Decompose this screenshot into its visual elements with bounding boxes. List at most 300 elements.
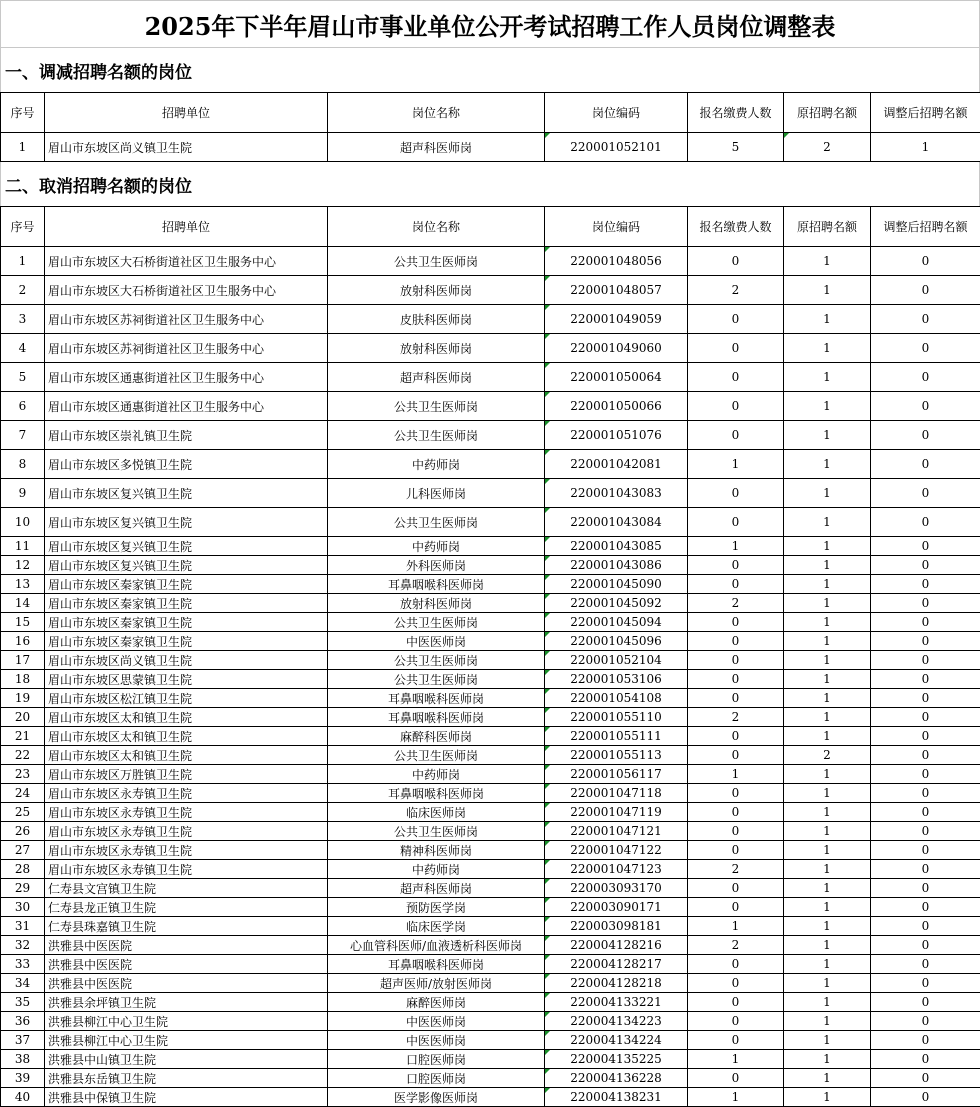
cell-adjusted-quota: 0 (871, 879, 980, 898)
cell-post: 中医医师岗 (328, 1031, 545, 1050)
section-cancelled-heading: 二、取消招聘名额的岗位 (0, 162, 980, 206)
cell-index: 26 (1, 822, 45, 841)
cell-post: 中药师岗 (328, 450, 545, 479)
cell-index: 1 (1, 133, 45, 162)
cell-applicants: 0 (688, 727, 784, 746)
cell-post: 中药师岗 (328, 537, 545, 556)
cell-applicants: 0 (688, 556, 784, 575)
cell-unit: 眉山市东坡区通惠街道社区卫生服务中心 (45, 392, 328, 421)
cell-code: 220001055110 (545, 708, 688, 727)
cell-index: 7 (1, 421, 45, 450)
table-row (1, 363, 980, 392)
cell-code: 220001055113 (545, 746, 688, 765)
cell-unit: 眉山市东坡区太和镇卫生院 (45, 727, 328, 746)
cell-adjusted-quota: 0 (871, 632, 980, 651)
cell-applicants: 2 (688, 708, 784, 727)
table-row (1, 860, 980, 879)
cell-adjusted-quota: 0 (871, 247, 980, 276)
cell-post: 公共卫生医师岗 (328, 651, 545, 670)
cell-post: 麻醉科医师岗 (328, 727, 545, 746)
cell-code: 220001045090 (545, 575, 688, 594)
cell-original-quota: 1 (784, 556, 871, 575)
cell-adjusted-quota: 0 (871, 1069, 980, 1088)
cell-original-quota: 1 (784, 727, 871, 746)
cell-adjusted-quota: 0 (871, 575, 980, 594)
cell-code: 220001056117 (545, 765, 688, 784)
cell-original-quota: 1 (784, 708, 871, 727)
cell-adjusted-quota: 0 (871, 746, 980, 765)
cell-unit: 洪雅县中山镇卫生院 (45, 1050, 328, 1069)
cell-post: 耳鼻咽喉科医师岗 (328, 575, 545, 594)
cell-applicants: 0 (688, 993, 784, 1012)
cell-post: 耳鼻咽喉科医师岗 (328, 708, 545, 727)
cell-original-quota: 1 (784, 421, 871, 450)
table-row (1, 537, 980, 556)
cell-code: 220001048056 (545, 247, 688, 276)
table-row (1, 879, 980, 898)
cell-original-quota: 1 (784, 955, 871, 974)
cell-adjusted-quota: 0 (871, 765, 980, 784)
cell-post: 临床医师岗 (328, 803, 545, 822)
cell-unit: 眉山市东坡区太和镇卫生院 (45, 746, 328, 765)
cell-post: 精神科医师岗 (328, 841, 545, 860)
cell-adjusted-quota: 0 (871, 784, 980, 803)
cell-index: 8 (1, 450, 45, 479)
cell-unit: 眉山市东坡区崇礼镇卫生院 (45, 421, 328, 450)
cell-original-quota: 1 (784, 879, 871, 898)
cell-unit: 眉山市东坡区复兴镇卫生院 (45, 508, 328, 537)
cell-adjusted-quota: 0 (871, 479, 980, 508)
table-header-row (1, 93, 980, 133)
cell-index: 31 (1, 917, 45, 936)
cell-original-quota: 1 (784, 689, 871, 708)
cell-applicants: 1 (688, 1050, 784, 1069)
table-row (1, 746, 980, 765)
cell-adjusted-quota: 0 (871, 537, 980, 556)
cell-original-quota: 1 (784, 1069, 871, 1088)
cell-original-quota: 1 (784, 363, 871, 392)
table-row (1, 708, 980, 727)
table-row (1, 841, 980, 860)
table-row (1, 1069, 980, 1088)
cell-applicants: 0 (688, 651, 784, 670)
cell-unit: 洪雅县中医医院 (45, 955, 328, 974)
cell-post: 耳鼻咽喉科医师岗 (328, 784, 545, 803)
cell-index: 22 (1, 746, 45, 765)
cell-adjusted-quota: 0 (871, 392, 980, 421)
cell-applicants: 0 (688, 670, 784, 689)
cell-original-quota: 1 (784, 898, 871, 917)
cell-original-quota: 1 (784, 1031, 871, 1050)
table-row (1, 508, 980, 537)
cell-applicants: 0 (688, 746, 784, 765)
cell-original-quota: 1 (784, 841, 871, 860)
col-header-post: 岗位名称 (328, 207, 545, 247)
cell-unit: 眉山市东坡区通惠街道社区卫生服务中心 (45, 363, 328, 392)
col-header-applicants: 报名缴费人数 (688, 93, 784, 133)
cell-original-quota: 1 (784, 670, 871, 689)
cell-index: 35 (1, 993, 45, 1012)
cell-code: 220003093170 (545, 879, 688, 898)
cell-code: 220001052101 (545, 133, 688, 162)
cell-code: 220001043085 (545, 537, 688, 556)
cell-applicants: 2 (688, 860, 784, 879)
cell-code: 220001042081 (545, 450, 688, 479)
col-header-unit: 招聘单位 (45, 93, 328, 133)
cell-applicants: 0 (688, 363, 784, 392)
cancelled-table (0, 206, 980, 1107)
cell-post: 公共卫生医师岗 (328, 508, 545, 537)
cell-index: 39 (1, 1069, 45, 1088)
cell-applicants: 0 (688, 1012, 784, 1031)
cell-original-quota: 1 (784, 537, 871, 556)
cell-applicants: 1 (688, 1088, 784, 1107)
cell-applicants: 0 (688, 479, 784, 508)
cell-post: 口腔医师岗 (328, 1069, 545, 1088)
cell-index: 40 (1, 1088, 45, 1107)
cell-index: 6 (1, 392, 45, 421)
cell-unit: 眉山市东坡区永寿镇卫生院 (45, 822, 328, 841)
cell-original-quota: 1 (784, 479, 871, 508)
cell-adjusted-quota: 0 (871, 860, 980, 879)
cell-post: 公共卫生医师岗 (328, 392, 545, 421)
cell-index: 1 (1, 247, 45, 276)
cell-post: 心血管科医师/血液透析科医师岗 (328, 936, 545, 955)
cell-original-quota: 1 (784, 276, 871, 305)
section-reduced-heading: 一、调减招聘名额的岗位 (0, 48, 980, 92)
cell-unit: 眉山市东坡区永寿镇卫生院 (45, 860, 328, 879)
table-row (1, 613, 980, 632)
cell-applicants: 1 (688, 765, 784, 784)
cell-adjusted-quota: 0 (871, 1031, 980, 1050)
table-row (1, 803, 980, 822)
cell-index: 25 (1, 803, 45, 822)
cell-applicants: 2 (688, 594, 784, 613)
cell-unit: 仁寿县龙正镇卫生院 (45, 898, 328, 917)
cell-original-quota: 1 (784, 594, 871, 613)
cell-original-quota: 1 (784, 860, 871, 879)
cell-index: 3 (1, 305, 45, 334)
table-row (1, 689, 980, 708)
cell-unit: 眉山市东坡区永寿镇卫生院 (45, 803, 328, 822)
cell-unit: 眉山市东坡区复兴镇卫生院 (45, 556, 328, 575)
cell-code: 220001045094 (545, 613, 688, 632)
cell-unit: 眉山市东坡区多悦镇卫生院 (45, 450, 328, 479)
cell-code: 220004133221 (545, 993, 688, 1012)
cell-original-quota: 1 (784, 917, 871, 936)
cell-code: 220003098181 (545, 917, 688, 936)
cell-original-quota: 1 (784, 784, 871, 803)
cell-index: 5 (1, 363, 45, 392)
cell-original-quota: 1 (784, 765, 871, 784)
cell-adjusted-quota: 0 (871, 955, 980, 974)
cell-code: 220003090171 (545, 898, 688, 917)
cell-code: 220001045096 (545, 632, 688, 651)
cell-applicants: 0 (688, 974, 784, 993)
cell-unit: 眉山市东坡区苏祠街道社区卫生服务中心 (45, 334, 328, 363)
table-row (1, 392, 980, 421)
table-row (1, 247, 980, 276)
cell-index: 10 (1, 508, 45, 537)
cell-adjusted-quota: 0 (871, 727, 980, 746)
cell-index: 17 (1, 651, 45, 670)
cell-index: 18 (1, 670, 45, 689)
table-row (1, 1031, 980, 1050)
cell-post: 公共卫生医师岗 (328, 613, 545, 632)
cell-unit: 洪雅县中保镇卫生院 (45, 1088, 328, 1107)
table-row (1, 305, 980, 334)
cell-code: 220004134224 (545, 1031, 688, 1050)
cell-index: 20 (1, 708, 45, 727)
cell-applicants: 0 (688, 1069, 784, 1088)
cell-adjusted-quota: 0 (871, 1050, 980, 1069)
cell-unit: 洪雅县东岳镇卫生院 (45, 1069, 328, 1088)
cell-code: 220001053106 (545, 670, 688, 689)
table-row (1, 765, 980, 784)
cell-applicants: 0 (688, 841, 784, 860)
cell-post: 中医医师岗 (328, 632, 545, 651)
table-row (1, 784, 980, 803)
table-row (1, 1088, 980, 1107)
cell-code: 220001043084 (545, 508, 688, 537)
cell-unit: 眉山市东坡区秦家镇卫生院 (45, 632, 328, 651)
col-header-original-quota: 原招聘名额 (784, 207, 871, 247)
cell-unit: 眉山市东坡区万胜镇卫生院 (45, 765, 328, 784)
cell-adjusted-quota: 0 (871, 305, 980, 334)
cell-code: 220004128218 (545, 974, 688, 993)
cell-adjusted-quota: 0 (871, 421, 980, 450)
cell-index: 13 (1, 575, 45, 594)
cell-original-quota: 2 (784, 746, 871, 765)
cell-unit: 仁寿县珠嘉镇卫生院 (45, 917, 328, 936)
cell-unit: 眉山市东坡区太和镇卫生院 (45, 708, 328, 727)
cell-adjusted-quota: 0 (871, 334, 980, 363)
cell-original-quota: 1 (784, 450, 871, 479)
cell-index: 30 (1, 898, 45, 917)
cell-original-quota: 1 (784, 822, 871, 841)
cell-post: 耳鼻咽喉科医师岗 (328, 955, 545, 974)
cell-code: 220004136228 (545, 1069, 688, 1088)
table-row (1, 651, 980, 670)
table-row (1, 133, 980, 162)
cell-original-quota: 1 (784, 392, 871, 421)
cell-post: 外科医师岗 (328, 556, 545, 575)
cell-original-quota: 1 (784, 334, 871, 363)
cell-unit: 眉山市东坡区尚义镇卫生院 (45, 133, 328, 162)
cell-code: 220004128216 (545, 936, 688, 955)
cell-post: 口腔医师岗 (328, 1050, 545, 1069)
cell-post: 中药师岗 (328, 860, 545, 879)
col-header-code: 岗位编码 (545, 93, 688, 133)
cell-post: 公共卫生医师岗 (328, 421, 545, 450)
cell-adjusted-quota: 0 (871, 689, 980, 708)
cell-original-quota: 1 (784, 1012, 871, 1031)
cell-index: 2 (1, 276, 45, 305)
cell-post: 超声科医师岗 (328, 879, 545, 898)
cell-applicants: 0 (688, 822, 784, 841)
table-row (1, 1012, 980, 1031)
cell-adjusted-quota: 0 (871, 803, 980, 822)
cell-applicants: 0 (688, 632, 784, 651)
cell-code: 220001051076 (545, 421, 688, 450)
cell-index: 28 (1, 860, 45, 879)
cell-original-quota: 2 (784, 133, 871, 162)
reduced-table (0, 92, 980, 162)
cell-index: 21 (1, 727, 45, 746)
cell-index: 34 (1, 974, 45, 993)
cell-unit: 仁寿县文宫镇卫生院 (45, 879, 328, 898)
cell-original-quota: 1 (784, 247, 871, 276)
cell-adjusted-quota: 0 (871, 974, 980, 993)
table-header-row (1, 207, 980, 247)
cell-adjusted-quota: 0 (871, 917, 980, 936)
cell-adjusted-quota: 0 (871, 708, 980, 727)
cell-code: 220001043083 (545, 479, 688, 508)
cell-applicants: 0 (688, 575, 784, 594)
cell-index: 36 (1, 1012, 45, 1031)
table-row (1, 993, 980, 1012)
cell-index: 23 (1, 765, 45, 784)
cell-adjusted-quota: 0 (871, 670, 980, 689)
cell-post: 公共卫生医师岗 (328, 247, 545, 276)
col-header-unit: 招聘单位 (45, 207, 328, 247)
table-row (1, 727, 980, 746)
cell-applicants: 0 (688, 955, 784, 974)
cell-adjusted-quota: 0 (871, 1012, 980, 1031)
cell-post: 公共卫生医师岗 (328, 746, 545, 765)
cell-post: 耳鼻咽喉科医师岗 (328, 689, 545, 708)
cell-index: 27 (1, 841, 45, 860)
cell-post: 中药师岗 (328, 765, 545, 784)
cell-applicants: 0 (688, 305, 784, 334)
cell-code: 220001047123 (545, 860, 688, 879)
cell-adjusted-quota: 0 (871, 841, 980, 860)
cell-original-quota: 1 (784, 651, 871, 670)
cell-adjusted-quota: 0 (871, 276, 980, 305)
col-header-adjusted-quota: 调整后招聘名额 (871, 93, 980, 133)
table-row (1, 822, 980, 841)
cell-applicants: 0 (688, 898, 784, 917)
table-row (1, 670, 980, 689)
table-row (1, 450, 980, 479)
cell-applicants: 0 (688, 613, 784, 632)
cell-unit: 眉山市东坡区复兴镇卫生院 (45, 537, 328, 556)
cell-post: 医学影像医师岗 (328, 1088, 545, 1107)
cell-adjusted-quota: 0 (871, 1088, 980, 1107)
cell-post: 公共卫生医师岗 (328, 822, 545, 841)
cell-code: 220004135225 (545, 1050, 688, 1069)
cell-code: 220001048057 (545, 276, 688, 305)
table-row (1, 974, 980, 993)
col-header-post: 岗位名称 (328, 93, 545, 133)
cell-index: 33 (1, 955, 45, 974)
table-row (1, 594, 980, 613)
cell-applicants: 0 (688, 879, 784, 898)
cell-original-quota: 1 (784, 803, 871, 822)
cell-post: 放射科医师岗 (328, 276, 545, 305)
cell-adjusted-quota: 0 (871, 556, 980, 575)
cell-unit: 眉山市东坡区松江镇卫生院 (45, 689, 328, 708)
cell-unit: 眉山市东坡区永寿镇卫生院 (45, 841, 328, 860)
col-header-applicants: 报名缴费人数 (688, 207, 784, 247)
cell-post: 放射科医师岗 (328, 594, 545, 613)
cell-code: 220004128217 (545, 955, 688, 974)
cell-adjusted-quota: 0 (871, 936, 980, 955)
cell-applicants: 0 (688, 334, 784, 363)
cell-post: 皮肤科医师岗 (328, 305, 545, 334)
col-header-original-quota: 原招聘名额 (784, 93, 871, 133)
cell-index: 24 (1, 784, 45, 803)
cell-applicants: 2 (688, 276, 784, 305)
cell-index: 15 (1, 613, 45, 632)
cell-code: 220001049059 (545, 305, 688, 334)
cell-unit: 洪雅县柳江中心卫生院 (45, 1012, 328, 1031)
cell-applicants: 1 (688, 917, 784, 936)
table-row (1, 936, 980, 955)
cell-original-quota: 1 (784, 936, 871, 955)
cell-post: 超声科医师岗 (328, 363, 545, 392)
cell-code: 220001043086 (545, 556, 688, 575)
cell-code: 220001050064 (545, 363, 688, 392)
cell-post: 超声科医师岗 (328, 133, 545, 162)
cell-code: 220001047121 (545, 822, 688, 841)
cell-index: 9 (1, 479, 45, 508)
cell-adjusted-quota: 1 (871, 133, 980, 162)
cell-index: 38 (1, 1050, 45, 1069)
cell-unit: 眉山市东坡区秦家镇卫生院 (45, 613, 328, 632)
cell-adjusted-quota: 0 (871, 363, 980, 392)
cell-unit: 洪雅县中医医院 (45, 936, 328, 955)
cell-original-quota: 1 (784, 1088, 871, 1107)
cell-unit: 眉山市东坡区秦家镇卫生院 (45, 575, 328, 594)
cell-post: 麻醉医师岗 (328, 993, 545, 1012)
cell-post: 预防医学岗 (328, 898, 545, 917)
cell-unit: 眉山市东坡区永寿镇卫生院 (45, 784, 328, 803)
cell-code: 220001050066 (545, 392, 688, 421)
cell-index: 32 (1, 936, 45, 955)
cell-applicants: 0 (688, 392, 784, 421)
table-row (1, 575, 980, 594)
cell-applicants: 1 (688, 537, 784, 556)
cell-adjusted-quota: 0 (871, 508, 980, 537)
cell-adjusted-quota: 0 (871, 450, 980, 479)
cell-index: 4 (1, 334, 45, 363)
col-header-index: 序号 (1, 93, 45, 133)
cell-code: 220001055111 (545, 727, 688, 746)
cell-original-quota: 1 (784, 508, 871, 537)
table-row (1, 955, 980, 974)
cell-adjusted-quota: 0 (871, 594, 980, 613)
cell-adjusted-quota: 0 (871, 651, 980, 670)
cell-unit: 眉山市东坡区尚义镇卫生院 (45, 651, 328, 670)
cell-code: 220001054108 (545, 689, 688, 708)
table-row (1, 1050, 980, 1069)
table-row (1, 421, 980, 450)
cell-original-quota: 1 (784, 974, 871, 993)
cell-unit: 洪雅县中医医院 (45, 974, 328, 993)
cell-applicants: 0 (688, 784, 784, 803)
cell-applicants: 0 (688, 1031, 784, 1050)
col-header-code: 岗位编码 (545, 207, 688, 247)
cell-code: 220001052104 (545, 651, 688, 670)
cell-applicants: 0 (688, 421, 784, 450)
cell-post: 临床医学岗 (328, 917, 545, 936)
cell-applicants: 0 (688, 247, 784, 276)
cell-adjusted-quota: 0 (871, 822, 980, 841)
cell-original-quota: 1 (784, 613, 871, 632)
cell-applicants: 1 (688, 450, 784, 479)
cell-adjusted-quota: 0 (871, 613, 980, 632)
